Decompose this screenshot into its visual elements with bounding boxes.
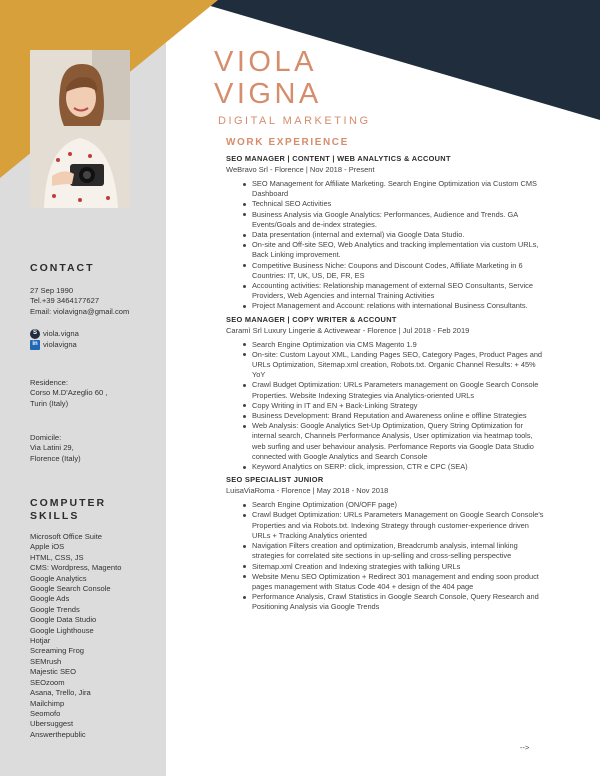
job-bullet: Business Analysis via Google Analytics: Performances, Audience and Trends. GA Events/Goals and de-index strategies.	[242, 210, 546, 230]
skype-handle: viola.vigna	[43, 329, 79, 338]
domicile-block	[30, 433, 162, 464]
skills-heading	[30, 497, 106, 523]
skill-item: Microsoft Office Suite	[30, 532, 103, 541]
email-address[interactable]: Email: violavigna@gmail.com	[30, 306, 130, 316]
job-bullets	[226, 500, 546, 612]
skill-item: Screaming Frog	[30, 646, 85, 656]
job-entry	[226, 475, 556, 612]
skill-item: SEMrush	[30, 656, 62, 666]
job-bullet: Navigation Filters creation and optimization, Breadcrumb analysis, internal linking strategies for correlated site sections in up-selling and cross-selling perspective	[242, 541, 546, 561]
job-bullet: Copy Writing in IT and EN + Back-Linking Strategy	[242, 401, 546, 411]
birthdate: 27 Sep 1990	[30, 286, 74, 295]
job-bullet: On-site: Custom Layout XML, Landing Pages SEO, Category Pages, Product Pages and URLs Optimization, Sitemap.xml creation, Robots.txt. Organic Channel Results: + 45% YoY	[242, 350, 546, 381]
skill-item: Seomofo	[30, 708, 61, 718]
social-links	[30, 328, 79, 350]
skill-item: Google Ads	[30, 594, 70, 604]
skill-item: SEOzoom	[30, 677, 65, 687]
linkedin-icon: in	[30, 340, 40, 350]
residence-city: Turin (Italy)	[30, 398, 69, 408]
job-company: LuisaViaRoma - Florence | May 2018 - Nov 2018	[226, 486, 389, 496]
skype-icon: S	[30, 329, 40, 339]
skill-item: Google Lighthouse	[30, 625, 94, 635]
job-bullets	[226, 340, 546, 473]
residence-label: Residence:	[30, 378, 68, 387]
job-company: Caramì Srl Luxury Lingerie & Activewear - Florence | Jul 2018 - Feb 2019	[226, 325, 470, 335]
job-bullet: Business Development: Brand Reputation and Awareness online e offline Strategies	[242, 411, 546, 421]
job-bullet: Performance Analysis, Crawl Statistics in Google Search Console, Query Research and Positioning Analysis via Google Trends	[242, 592, 546, 612]
skills-heading-line2: SKILLS	[30, 510, 80, 522]
contact-heading: CONTACT	[30, 262, 95, 274]
continue-arrow: -->	[520, 743, 530, 752]
skills-list	[30, 532, 162, 740]
skill-item: HTML, CSS, JS	[30, 552, 84, 562]
job-entry	[226, 315, 556, 473]
job-title: SEO MANAGER | COPY WRITER & ACCOUNT	[226, 314, 397, 324]
skill-item: Google Data Studio	[30, 615, 97, 625]
skill-item: Google Search Console	[30, 584, 111, 594]
linkedin-handle: violavigna	[43, 340, 77, 349]
jobs-list	[226, 154, 556, 613]
job-bullet: Accounting activities: Relationship management of external SEO Consultants, Service Providers, Web Agencies and internal Training Activities	[242, 281, 546, 301]
skill-item: Google Trends	[30, 604, 80, 614]
work-experience-section	[226, 137, 556, 616]
skill-item: Hotjar	[30, 636, 51, 646]
skill-item: Apple iOS	[30, 542, 65, 552]
profile-photo	[30, 50, 130, 208]
job-bullet: SEO Management for Affiliate Marketing. Search Engine Optimization via Custom CMS Dashboard	[242, 179, 546, 199]
job-bullet: Crawl Budget Optimization: URLs Parameters Management on Google Search Console's Properties and via Robots.txt. Indexing Strategy through customer-experience driven URLs + Tracking Analytics oriented	[242, 510, 546, 541]
linkedin-link[interactable]	[30, 339, 79, 350]
job-bullet: Competitive Business Niche: Coupons and Discount Codes, Affiliate Marketing in 6 Countries: IT, UK, US, DE, FR, ES	[242, 261, 546, 281]
job-bullet: Technical SEO Activities	[242, 199, 546, 209]
job-bullet: Web Analysis: Google Analytics Set-Up Optimization, Query String Optimization for internal search, Channels Performance Analysis, User optimization via heatmap tools, web surfing and user behaviour analysis. Perfomance Reports via Google Data Studio connected with Google Analytics and Search Console	[242, 421, 546, 462]
skill-item: Answerthepublic	[30, 729, 86, 739]
role-title: DIGITAL MARKETING	[218, 115, 371, 127]
work-experience-heading: WORK EXPERIENCE	[226, 137, 349, 148]
skill-item: Google Analytics	[30, 573, 87, 583]
job-bullet: Project Management and Account: relations with international Business Consultants.	[242, 301, 546, 311]
domicile-city: Florence (Italy)	[30, 453, 81, 463]
skill-item: Majestic SEO	[30, 667, 76, 677]
job-entry	[226, 154, 556, 312]
job-bullets	[226, 179, 546, 312]
job-bullet: On-site and Off-site SEO, Web Analytics and tracking implementation via custom URLs, Back Linking improvement.	[242, 240, 546, 260]
skills-heading-line1: COMPUTER	[30, 497, 107, 509]
job-bullet: Sitemap.xml Creation and Indexing strategies with talking URLs	[242, 562, 546, 572]
job-title: SEO SPECIALIST JUNIOR	[226, 475, 324, 485]
job-bullet: Crawl Budget Optimization: URLs Parameters management on Google Search Console Properties. Website Indexing Strategies via Analytics-oriented URLs	[242, 380, 546, 400]
job-bullet: Data presentation (internal and external) via Google Data Studio.	[242, 230, 546, 240]
skill-item: CMS: Wordpress, Magento	[30, 563, 122, 573]
skill-item: Ubersuggest	[30, 719, 74, 729]
skill-item: Mailchimp	[30, 698, 65, 708]
residence-street: Corso M.D'Azeglio 60 ,	[30, 388, 108, 398]
contact-details	[30, 286, 162, 317]
first-name: VIOLA	[214, 46, 317, 78]
domicile-street: Via Latini 29,	[30, 443, 74, 453]
job-title: SEO MANAGER | CONTENT | WEB ANALYTICS & ACCOUNT	[226, 154, 451, 163]
job-company: WeBravo Srl - Florence | Nov 2018 - Present	[226, 165, 375, 174]
job-bullet: Search Engine Optimization (ON/OFF page)	[242, 500, 546, 510]
residence-block	[30, 378, 162, 409]
domicile-label: Domicile:	[30, 433, 62, 442]
skype-link[interactable]	[30, 328, 79, 339]
job-bullet: Keyword Analytics on SERP: click, impression, CTR e CPC (SEA)	[242, 462, 546, 472]
job-bullet: Search Engine Optimization via CMS Magento 1.9	[242, 340, 546, 350]
skill-item: Asana, Trello, Jira	[30, 688, 91, 698]
phone-number[interactable]: Tel.+39 3464177627	[30, 296, 100, 306]
last-name: VIGNA	[214, 78, 322, 110]
job-bullet: Website Menu SEO Optimization + Redirect 301 management and ending soon product pages management with Status Code 404 + design of the 404 page	[242, 572, 546, 592]
